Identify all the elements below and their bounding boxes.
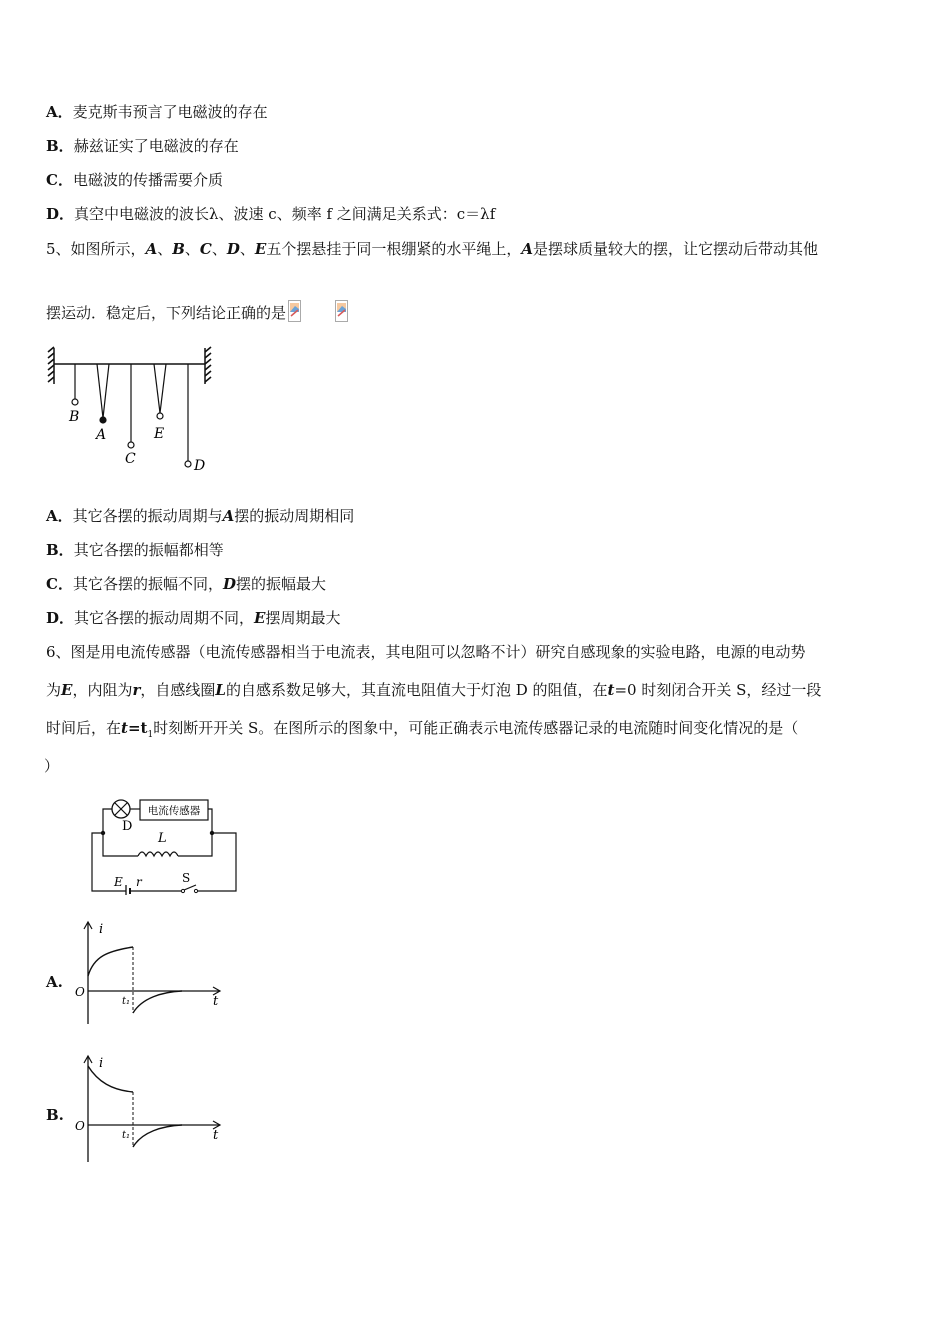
q5-stem-line1: 5、如图所示，A、B、C、D、E五个摆悬挂于同一根绷紧的水平绳上，A是摆球质量较大的摆，让它摆动后带动其他: [46, 240, 819, 258]
stem-text: 是摆球质量较大的摆，让它摆动后带动其他: [533, 240, 819, 258]
option-letter: B．: [46, 541, 74, 559]
q6-option-b-label: [46, 1106, 64, 1124]
q6-option-a-label: [46, 973, 63, 991]
q6-stem-line4: [44, 755, 59, 777]
switch-s: [181, 871, 197, 893]
var-t: t: [607, 681, 615, 699]
q4-option-b: [46, 135, 239, 157]
graph-option-a: [72, 918, 230, 1030]
broken-image-icon: [288, 300, 301, 322]
broken-image-icon: [335, 300, 348, 322]
battery: [113, 875, 182, 895]
q4-option-c: [46, 169, 223, 191]
option-text: 摆周期最大: [265, 609, 341, 627]
inductor-coil: [138, 852, 178, 856]
q5-option-b: [46, 539, 224, 561]
stem-text: ，内阻为: [72, 681, 133, 699]
q4-option-a: [46, 101, 268, 123]
q5-stem-line2: [46, 300, 380, 324]
stem-text: 为: [46, 681, 62, 699]
var-d: D: [226, 240, 240, 258]
option-text: 摆的振动周期相同: [234, 507, 355, 525]
option-text: 真空中电磁波的波长λ、波速 c、频率 f 之间满足关系式：c＝λf: [74, 205, 496, 223]
lamp-d: [112, 800, 132, 834]
option-var: D: [222, 575, 236, 593]
option-letter: C．: [46, 171, 73, 189]
var-b: B: [172, 240, 185, 258]
stem-text: =0 时刻闭合开关 S，经过一段: [614, 681, 822, 699]
option-text: 麦克斯韦预言了电磁波的存在: [72, 103, 268, 121]
label-c: C: [125, 451, 136, 467]
q6-stem-line2: [46, 679, 821, 701]
question-number: 6、: [46, 643, 71, 661]
stem-text: ）: [44, 757, 60, 775]
option-text: 电磁波的传播需要介质: [72, 171, 223, 189]
q5-option-c: [46, 573, 326, 595]
q5-option-d: [46, 607, 340, 629]
lamp-label: D: [122, 819, 133, 834]
option-letter: A.: [46, 973, 63, 991]
option-text: 其它各摆的振动周期与: [72, 507, 223, 525]
stem-text: 图是用电流传感器（电流传感器相当于电流表，其电阻可以忽略不计）研究自感现象的实验电路，电源的电动势: [70, 643, 806, 661]
stem-text: 五个摆悬挂于同一根绷紧的水平绳上，: [266, 240, 522, 258]
sensor-label: 电流传感器: [147, 805, 201, 817]
curve-decay: [133, 1125, 182, 1147]
label-e: E: [154, 426, 165, 442]
option-letter: B．: [46, 137, 74, 155]
var-t1-index: 1: [147, 730, 154, 740]
curve-decay: [133, 991, 182, 1013]
option-text: 其它各摆的振幅都相等: [73, 541, 224, 559]
t1-label: t₁: [122, 1130, 131, 1141]
option-text: 其它各摆的振幅不同，: [72, 575, 223, 593]
q6-stem-line3: [46, 717, 798, 746]
label-d: D: [194, 458, 206, 474]
var-a-ref: A: [521, 240, 534, 258]
pendulum-b: [68, 364, 79, 425]
option-text: 赫兹证实了电磁波的存在: [73, 137, 239, 155]
option-text: 其它各摆的振动周期不同，: [74, 609, 255, 627]
stem-text: 时刻断开开关 S。在图所示的图象中，可能正确表示电流传感器记录的电流随时间变化情况的是（: [153, 719, 799, 737]
stem-text: ，自感线圈: [140, 681, 216, 699]
stem-text: 如图所示，: [70, 240, 146, 258]
switch-label: S: [182, 871, 191, 885]
axis-label-i: i: [99, 922, 104, 937]
q4-option-d: [46, 203, 495, 225]
current-sensor: [140, 800, 208, 820]
pendulum-figure: [44, 342, 219, 477]
option-var: E: [254, 609, 266, 627]
pendulum-c: [125, 364, 136, 467]
stem-text: 摆运动．稳定后，下列结论正确的是: [46, 304, 287, 322]
option-letter: C．: [46, 575, 73, 593]
coil-label: L: [158, 831, 167, 846]
option-var: A: [222, 507, 235, 525]
var-e: E: [61, 681, 73, 699]
pendulum-a: [94, 364, 109, 443]
right-wall: [205, 347, 211, 384]
pendulum-d: [185, 364, 205, 474]
var-r: r: [132, 681, 141, 699]
var-l: L: [215, 681, 226, 699]
origin-label: O: [75, 1119, 85, 1133]
label-a: A: [96, 427, 107, 443]
label-b: B: [69, 409, 80, 425]
internal-resistance-label: r: [136, 875, 142, 889]
stem-text: 的自感系数足够大，其直流电阻值大于灯泡 D 的阻值，在: [225, 681, 608, 699]
var-a: A: [145, 240, 158, 258]
question-number: 5、: [46, 240, 71, 258]
curve-rising: [88, 947, 133, 976]
stem-text: 时间后，在: [46, 719, 122, 737]
var-c: C: [199, 240, 212, 258]
t1-label: t₁: [122, 996, 131, 1007]
q5-option-a: [46, 505, 354, 527]
axis-label-i: i: [99, 1056, 104, 1071]
var-e: E: [254, 240, 267, 258]
option-letter: D．: [46, 609, 75, 627]
option-text: 摆的振幅最大: [235, 575, 326, 593]
curve-falling: [88, 1066, 133, 1092]
q6-stem-line1: [46, 641, 806, 663]
option-letter: B.: [46, 1106, 64, 1124]
option-letter: A．: [46, 103, 73, 121]
var-t1: =t: [127, 719, 148, 737]
circuit-figure: [88, 795, 243, 895]
axis-label-t: t: [213, 994, 219, 1009]
left-wall: [48, 347, 54, 384]
origin-label: O: [75, 985, 85, 999]
option-letter: A．: [46, 507, 73, 525]
pendulum-e: [153, 364, 166, 442]
emf-label: E: [114, 875, 123, 889]
graph-option-b: [72, 1052, 230, 1164]
option-letter: D．: [46, 205, 75, 223]
var-t: t: [121, 719, 128, 737]
axis-label-t: t: [213, 1128, 219, 1143]
